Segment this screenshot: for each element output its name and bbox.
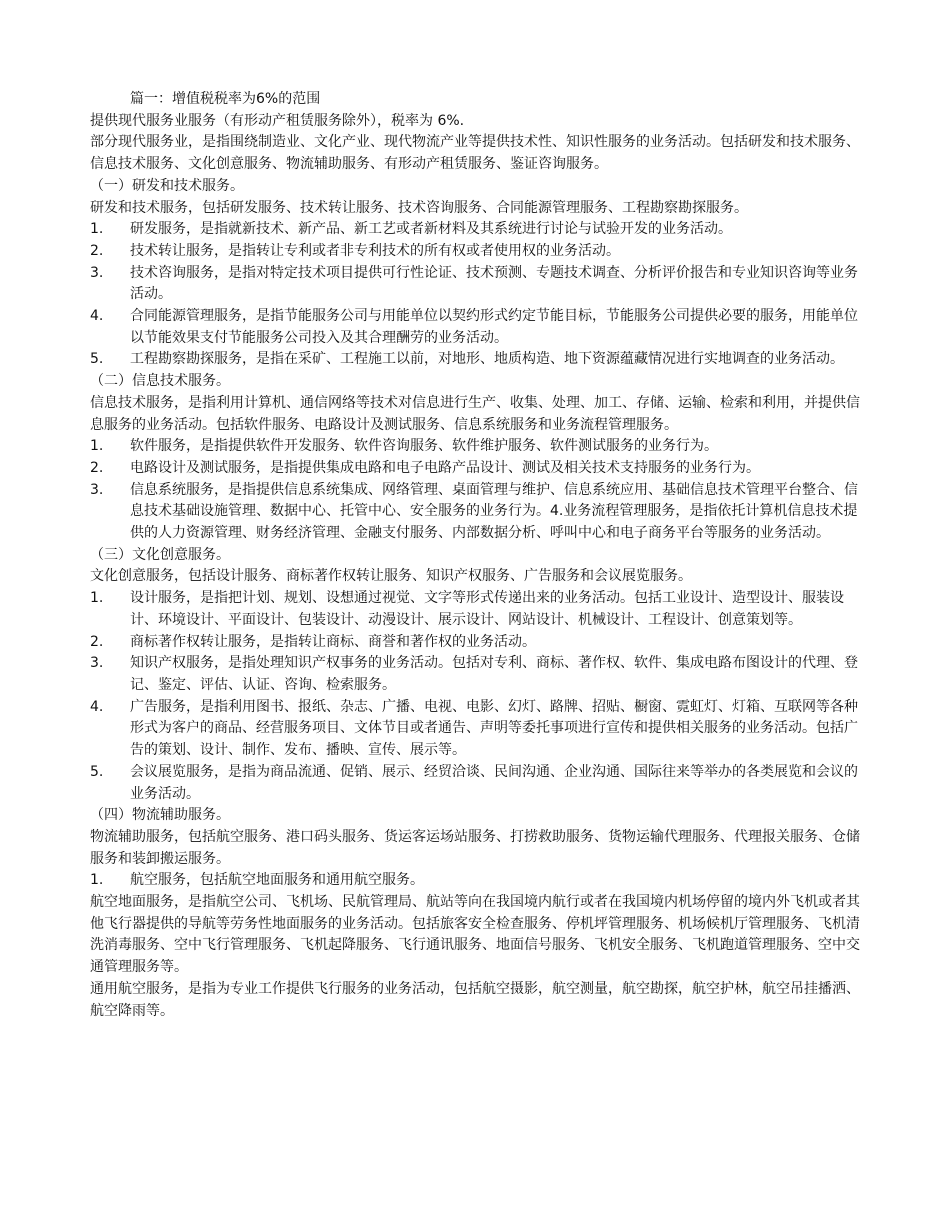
list-number: 2.	[90, 242, 104, 259]
list-text: 研发服务，是指就新技术、新产品、新工艺或者新材料及其系统进行讨论与试验开发的业务活动。	[130, 221, 732, 238]
list-item	[90, 653, 866, 696]
list-number: 5.	[90, 351, 104, 368]
list-text: 商标著作权转让服务，是指转让商标、商誉和著作权的业务活动。	[130, 633, 536, 650]
list-item	[90, 241, 866, 263]
list-item	[90, 632, 866, 654]
section-heading-culture: （三）文化创意服务。	[90, 546, 230, 563]
list-number: 5.	[90, 763, 104, 780]
list-number: 3.	[90, 264, 104, 281]
section-summary-it: 信息技术服务，是指利用计算机、通信网络等技术对信息进行生产、收集、处理、加工、存储、运输、检索和利用，并提供信息服务的业务活动。包括软件服务、电路设计及测试服务、信息系统服务和业务流程管理服务。	[90, 394, 860, 433]
document-title: 篇一：增值税税率为6%的范围	[130, 91, 321, 107]
list-text: 广告服务，是指利用图书、报纸、杂志、广播、电视、电影、幻灯、路牌、招贴、橱窗、霓虹灯、灯箱、互联网等各种形式为客户的商品、经营服务项目、文体节目或者通告、声明等委托事项进行宣传和提供相关服务的业务活动。包括广告的策划、设计、制作、发布、播映、宣传、展示等。	[130, 698, 858, 759]
list-item	[90, 436, 866, 458]
list-number: 1.	[90, 438, 104, 455]
section-summary-culture: 文化创意服务，包括设计服务、商标著作权转让服务、知识产权服务、广告服务和会议展览服务。	[90, 568, 692, 585]
section-summary-logistics: 物流辅助服务，包括航空服务、港口码头服务、货运客运场站服务、打捞救助服务、货物运输代理服务、代理报关服务、仓储服务和装卸搬运服务。	[90, 828, 860, 867]
section-summary-research: 研发和技术服务，包括研发服务、技术转让服务、技术咨询服务、合同能源管理服务、工程勘察勘探服务。	[90, 199, 748, 216]
section-heading-research: （一）研发和技术服务。	[90, 177, 244, 194]
list-number: 3.	[90, 481, 104, 498]
list-item	[90, 458, 866, 480]
list-number: 1.	[90, 221, 104, 238]
intro-paragraph-2: 部分现代服务业，是指围绕制造业、文化产业、现代物流产业等提供技术性、知识性服务的业务活动。包括研发和技术服务、信息技术服务、文化创意服务、物流辅助服务、有形动产租赁服务、鉴证咨询服务。	[90, 134, 860, 173]
list-item	[90, 762, 866, 805]
list-number: 4.	[90, 308, 104, 325]
aviation-ground-paragraph: 航空地面服务，是指航空公司、飞机场、民航管理局、航站等向在我国境内航行或者在我国境内机场停留的境内外飞机或者其他飞行器提供的导航等劳务性地面服务的业务活动。包括旅客安全检查服务、停机坪管理服务、机场候机厅管理服务、飞机清洗消毒服务、空中飞行管理服务、飞机起降服务、飞行通讯服务、地面信号服务、飞机安全服务、飞机跑道管理服务、空中交通管理服务等。	[90, 894, 860, 976]
list-text: 电路设计及测试服务，是指提供集成电路和电子电路产品设计、测试及相关技术支持服务的业务行为。	[130, 459, 760, 476]
general-aviation-paragraph: 通用航空服务，是指为专业工作提供飞行服务的业务活动，包括航空摄影，航空测量，航空勘探，航空护林，航空吊挂播洒、航空降雨等。	[90, 980, 860, 1019]
list-number: 2.	[90, 633, 104, 650]
list-item	[90, 219, 866, 241]
list-text: 航空服务，包括航空地面服务和通用航空服务。	[130, 872, 424, 889]
list-text: 设计服务，是指把计划、规划、设想通过视觉、文字等形式传递出来的业务活动。包括工业设计、造型设计、服装设计、环境设计、平面设计、包装设计、动漫设计、展示设计、网站设计、机械设计、工程设计、创意策划等。	[130, 590, 844, 628]
list-item	[90, 870, 866, 892]
list-item	[90, 480, 866, 545]
list-item	[90, 306, 866, 349]
document-body	[90, 89, 866, 1022]
list-item	[90, 588, 866, 631]
list-text: 信息系统服务，是指提供信息系统集成、网络管理、桌面管理与维护、信息系统应用、基础信息技术管理平台整合、信息技术基础设施管理、数据中心、托管中心、安全服务的业务行为。4.业务流程管理服务，是指依托计算机信息技术提供的人力资源管理、财务经济管理、金融支付服务、内部数据分析、呼叫中心和电子商务平台等服务的业务活动。	[130, 481, 858, 542]
list-number: 3.	[90, 655, 104, 672]
list-item	[90, 697, 866, 762]
list-item	[90, 349, 866, 371]
list-item	[90, 263, 866, 306]
list-text: 技术转让服务，是指转让专利或者非专利技术的所有权或者使用权的业务活动。	[130, 242, 620, 259]
list-text: 合同能源管理服务，是指节能服务公司与用能单位以契约形式约定节能目标，节能服务公司提供必要的服务，用能单位以节能效果支付节能服务公司投入及其合理酬劳的业务活动。	[130, 308, 858, 346]
list-number: 1.	[90, 590, 104, 607]
list-number: 2.	[90, 459, 104, 476]
list-text: 知识产权服务，是指处理知识产权事务的业务活动。包括对专利、商标、著作权、软件、集成电路布图设计的代理、登记、鉴定、评估、认证、咨询、检索服务。	[130, 655, 858, 693]
section-heading-it: （二）信息技术服务。	[90, 373, 230, 390]
list-text: 软件服务，是指提供软件开发服务、软件咨询服务、软件维护服务、软件测试服务的业务行为。	[130, 438, 718, 455]
list-number: 4.	[90, 698, 104, 715]
intro-paragraph-1: 提供现代服务业服务（有形动产租赁服务除外），税率为 6%.	[90, 112, 465, 129]
list-text: 技术咨询服务，是指对特定技术项目提供可行性论证、技术预测、专题技术调查、分析评价报告和专业知识咨询等业务活动。	[130, 264, 858, 303]
section-heading-logistics: （四）物流辅助服务。	[90, 807, 230, 824]
list-number: 1.	[90, 872, 104, 889]
list-text: 工程勘察勘探服务，是指在采矿、工程施工以前，对地形、地质构造、地下资源蕴藏情况进行实地调查的业务活动。	[130, 351, 844, 368]
list-text: 会议展览服务，是指为商品流通、促销、展示、经贸洽谈、民间沟通、企业沟通、国际往来等举办的各类展览和会议的业务活动。	[130, 763, 858, 802]
